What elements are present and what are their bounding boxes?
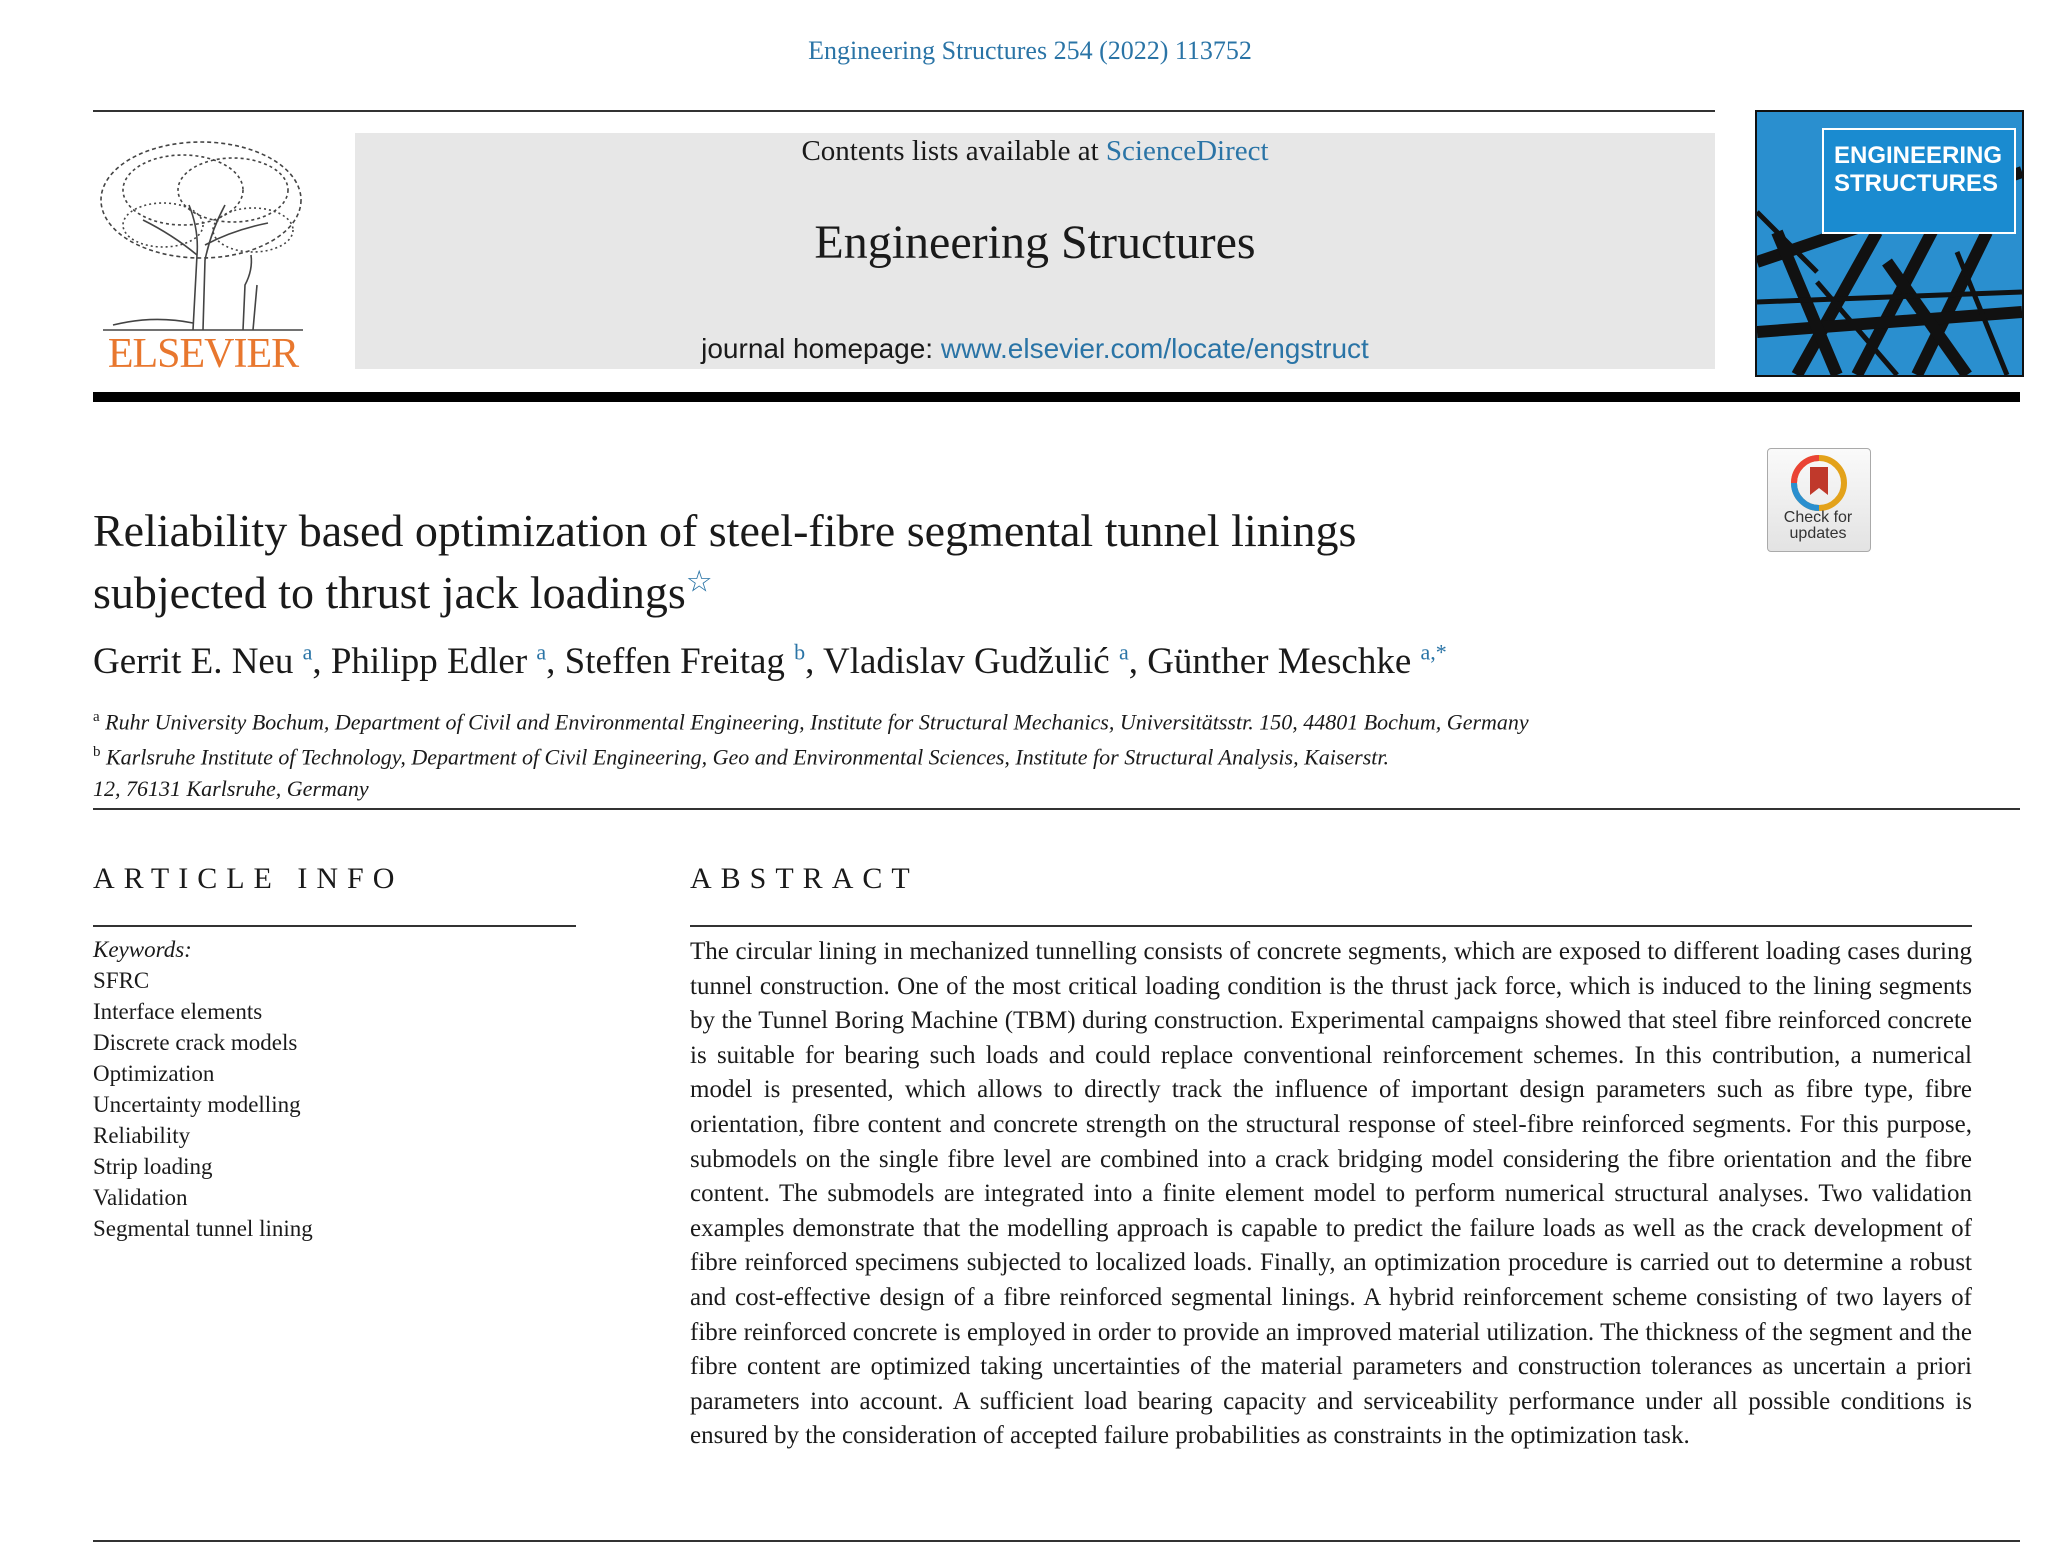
article-info-rule bbox=[93, 925, 576, 927]
contents-line bbox=[355, 133, 1715, 168]
title-line-2-text: subjected to thrust jack loadings bbox=[93, 567, 686, 618]
author bbox=[331, 641, 565, 682]
cover-title-line1: ENGINEERING bbox=[1834, 142, 2003, 169]
header-rule bbox=[93, 110, 1715, 112]
check-line2: updates bbox=[1789, 525, 1847, 542]
affiliations bbox=[93, 702, 1773, 804]
elsevier-wordmark: ELSEVIER bbox=[107, 331, 299, 377]
check-line1: Check for bbox=[1783, 509, 1853, 526]
author bbox=[823, 641, 1147, 682]
author-name: Vladislav Gudžulić bbox=[823, 641, 1110, 683]
homepage-prefix: journal homepage: bbox=[701, 333, 941, 364]
keyword-item: Discrete crack models bbox=[93, 1030, 298, 1055]
keyword-item: SFRC bbox=[93, 968, 150, 993]
author-separator: , bbox=[1128, 641, 1148, 683]
section-rule bbox=[93, 808, 2020, 810]
affiliation-mark: b bbox=[93, 744, 101, 761]
author-name: Steffen Freitag bbox=[564, 641, 785, 683]
abstract-text: The circular lining in mechanized tunnelling consists of concrete segments, which are exposed to different loading cases during tunnel construction. One of the most critical loading condition is the thrust jack force, which is induced to the lining segments by the Tunnel Boring Machine (TBM) during construction. Experimental campaigns showed that steel fibre reinforced concrete is suitable for bearing such loads and could replace conventional reinforcement schemes. In this contribution, a numerical model is presented, which allows to directly track the influence of important design parameters such as fibre type, fibre orientation, fibre content and concrete strength on the structural response of steel-fibre reinforced segments. For this purpose, submodels on the single fibre level are combined into a crack bridging model considering the fibre orientation and the fibre content. The submodels are integrated into a finite element model to perform numerical structural analyses. Two validation examples demonstrate that the modelling approach is capable to predict the failure loads as well as the crack development of fibre reinforced specimens subjected to localized loads. Finally, an optimization procedure is carried out to determine a robust and cost-effective design of a fibre reinforced segmental linings. A hybrid reinforcement scheme consisting of two layers of fibre reinforced concrete is employed in order to provide an improved material utilization. The thickness of the segment and the fibre content are optimized taking uncertainties of the material parameters and construction tolerances as uncertain a priori parameters into account. A sufficient load bearing capacity and serviceability performance under all possible conditions is ensured by the consideration of accepted failure probabilities as constraints in the optimization task. bbox=[690, 938, 1972, 1450]
author-name: Gerrit E. Neu bbox=[93, 641, 294, 683]
header-thick-rule bbox=[93, 392, 2020, 402]
keyword-item: Interface elements bbox=[93, 999, 263, 1024]
author bbox=[93, 641, 331, 682]
author-list bbox=[93, 640, 1893, 683]
keywords-label: Keywords: bbox=[93, 937, 192, 962]
contents-prefix: Contents lists available at bbox=[801, 135, 1106, 167]
check-for-updates-label bbox=[1767, 510, 1869, 542]
bottom-rule bbox=[93, 1540, 2020, 1542]
article-info-heading: ARTICLE INFO bbox=[93, 862, 404, 895]
journal-homepage bbox=[355, 333, 1715, 365]
cover-title bbox=[1822, 128, 2016, 234]
citation-link[interactable]: Engineering Structures 254 (2022) 113752 bbox=[808, 36, 1252, 65]
abstract-rule bbox=[690, 925, 1972, 927]
title-line-1: Reliability based optimization of steel-fibre segmental tunnel linings bbox=[93, 505, 1357, 556]
keywords-list bbox=[93, 934, 573, 1244]
author-name: Günther Meschke bbox=[1147, 641, 1412, 683]
sciencedirect-link[interactable]: ScienceDirect bbox=[1105, 135, 1269, 167]
author bbox=[565, 641, 823, 682]
journal-title: Engineering Structures bbox=[814, 216, 1256, 269]
keyword-item: Validation bbox=[93, 1185, 188, 1210]
keyword-item: Strip loading bbox=[93, 1154, 213, 1179]
author-affil-link[interactable]: a bbox=[302, 640, 313, 665]
author-separator: , bbox=[546, 641, 565, 683]
author bbox=[1147, 641, 1447, 682]
homepage-link[interactable]: www.elsevier.com/locate/engstruct bbox=[940, 333, 1369, 364]
affiliation-b bbox=[93, 737, 1773, 772]
abstract-heading: ABSTRACT bbox=[690, 862, 919, 895]
author-affil-link[interactable]: a,* bbox=[1420, 640, 1447, 665]
title-footnote-star-icon[interactable]: ☆ bbox=[685, 565, 713, 599]
article-title bbox=[93, 500, 1733, 624]
author-affil-link[interactable]: b bbox=[794, 640, 806, 665]
keyword-item: Optimization bbox=[93, 1061, 215, 1086]
keyword-item: Reliability bbox=[93, 1123, 191, 1148]
affiliation-text: Ruhr University Bochum, Department of Civil and Environmental Engineering, Institute for Structural Mechanics, Universitätsstr. 150, 44801 Bochum, Germany bbox=[105, 709, 1529, 735]
author-affil-link[interactable]: a bbox=[536, 640, 547, 665]
author-separator: , bbox=[312, 641, 331, 683]
affiliation-text: Karlsruhe Institute of Technology, Department of Civil Engineering, Geo and Environmental Sciences, Institute for Structural Analysis, Kaiserstr. bbox=[106, 744, 1390, 770]
title-line-2 bbox=[93, 562, 1733, 624]
author-affil-link[interactable]: a bbox=[1118, 640, 1129, 665]
affiliation-b-cont: 12, 76131 Karlsruhe, Germany bbox=[93, 775, 369, 801]
keyword-item: Segmental tunnel lining bbox=[93, 1216, 313, 1241]
journal-citation[interactable] bbox=[0, 36, 2060, 66]
author-name: Philipp Edler bbox=[330, 641, 528, 683]
affiliation-mark: a bbox=[93, 709, 100, 725]
cover-title-line2: STRUCTURES bbox=[1834, 170, 1999, 197]
keyword-item: Uncertainty modelling bbox=[93, 1092, 301, 1117]
author-separator: , bbox=[805, 641, 823, 683]
affiliation-a bbox=[93, 702, 1773, 737]
